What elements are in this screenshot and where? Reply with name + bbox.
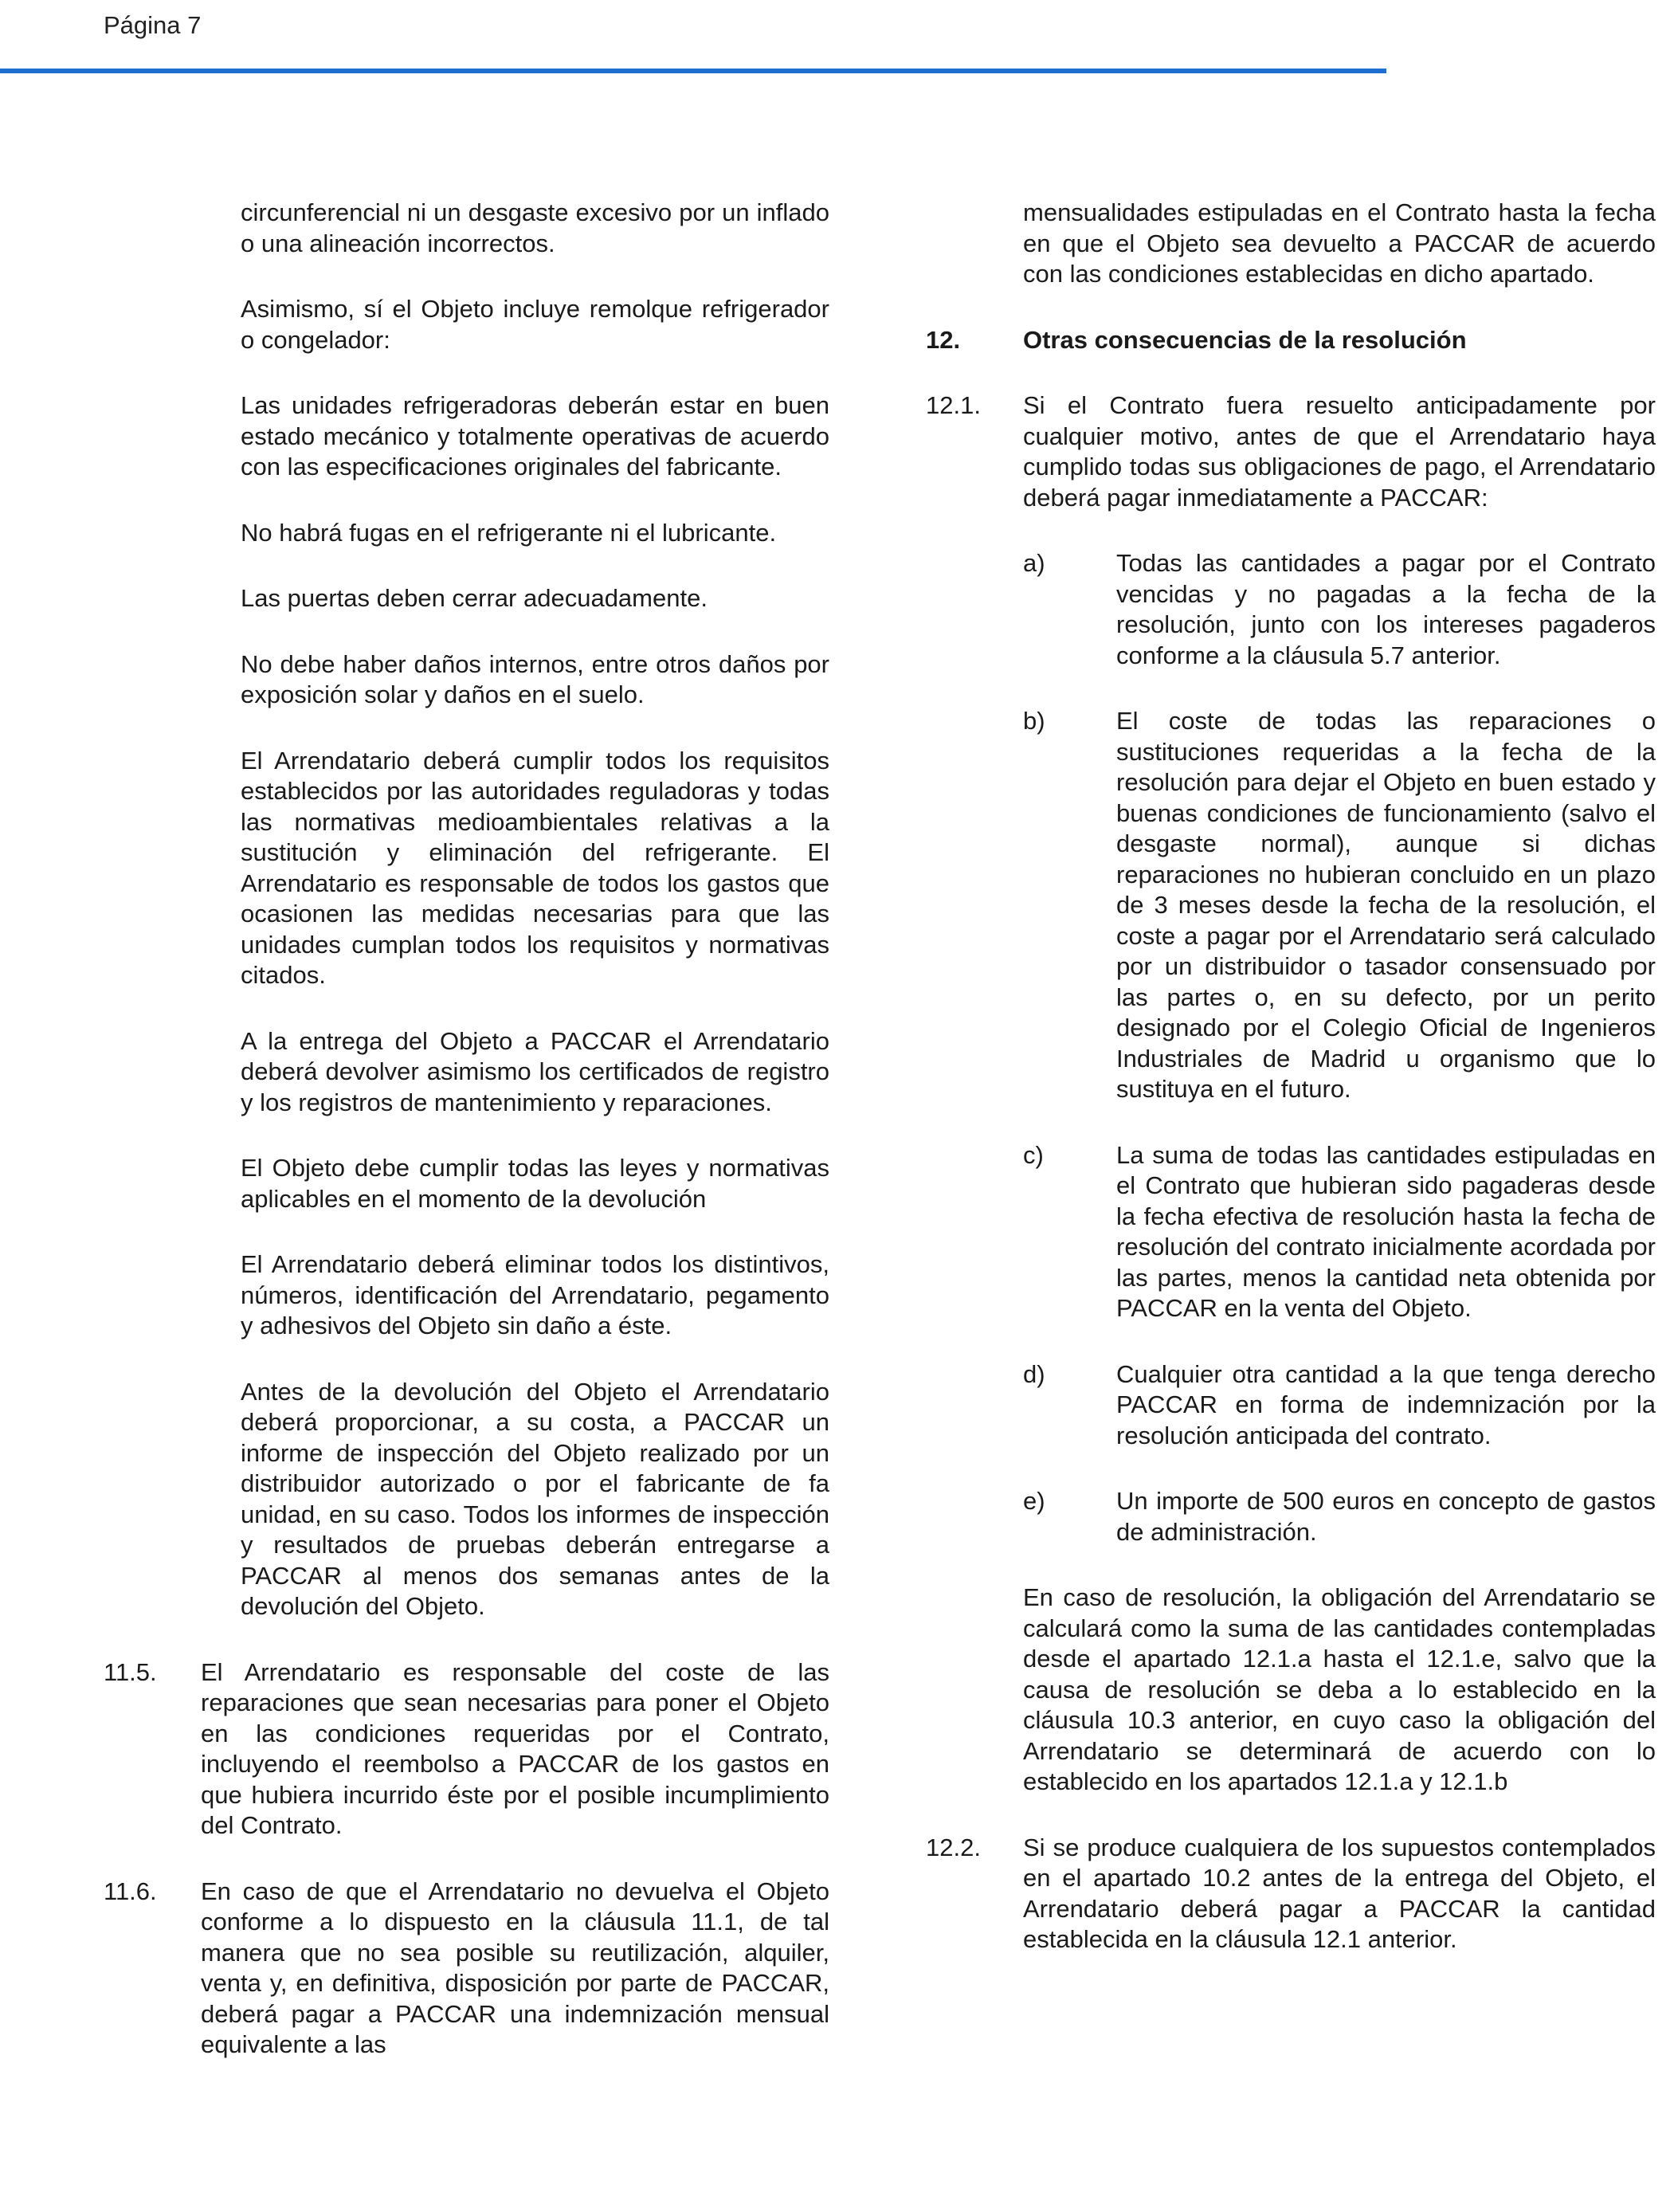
paragraph: Antes de la devolución del Objeto el Arrendatario deberá proporcionar, a su costa, a PACCAR un informe de inspección del Objeto realizado por un distribuidor autorizado o por el fabricante de fa unidad, en su caso. Todos los informes de inspección y resultados de pruebas deberán entregarse a PACCAR al menos dos semanas antes de la devolución del Objeto. xyxy=(241,1377,829,1620)
clause-text: El Arrendatario es responsable del coste de las reparaciones que sean necesarias para poner el Objeto en las condiciones requeridas por el Contrato, incluyendo el reembolso a PACCAR de los gastos en que hubiera incurrido éste por el posible incumplimiento del Contrato. xyxy=(201,1657,829,1839)
list-item xyxy=(926,1359,1656,1452)
paragraph: Las unidades refrigeradoras deberán estar en buen estado mecánico y totalmente operativas de acuerdo con las especificaciones originales del fabricante. xyxy=(241,391,829,480)
list-item-text: La suma de todas las cantidades estipuladas en el Contrato que hubieran sido pagaderas desde la fecha efectiva de resolución hasta la fecha de resolución del contrato inicialmente acordada por las partes, menos la cantidad neta obtenida por PACCAR en la venta del Objeto. xyxy=(1116,1140,1656,1322)
list-item-label: e) xyxy=(1023,1487,1045,1515)
paragraph-continuation: circunferencial ni un desgaste excesivo por un inflado o una alineación incorrectos. xyxy=(241,198,829,257)
clause-12-2 xyxy=(926,1833,1656,1955)
clause-text: En caso de que el Arrendatario no devuelva el Objeto conforme a lo dispuesto en la cláusula 11.1, de tal manera que no sea posible su reutilización, alquiler, venta y, en definitiva, disposición por parte de PACCAR, deberá pagar a PACCAR una indemnización mensual equivalente a las xyxy=(201,1877,829,2058)
right-column xyxy=(926,198,1656,1990)
paragraph: Asimismo, sí el Objeto incluye remolque refrigerador o congelador: xyxy=(241,295,829,354)
paragraph: A la entrega del Objeto a PACCAR el Arrendatario deberá devolver asimismo los certificados de registro y los registros de mantenimiento y reparaciones. xyxy=(241,1026,829,1116)
list-item-text: El coste de todas las reparaciones o sustituciones requeridas a la fecha de la resolución para dejar el Objeto en buen estado y buenas condiciones de funcionamiento (salvo el desgaste normal), aunque si dichas reparaciones no hubieran concluido en un plazo de 3 meses desde la fecha de la resolución, el coste a pagar por el Arrendatario será calculado por un distribuidor o tasador consensuado por las partes o, en su defecto, por un perito designado por el Colegio Oficial de Ingenieros Industriales de Madrid u organismo que lo sustituya en el futuro. xyxy=(1116,707,1656,1103)
clause-text: Si se produce cualquiera de los supuestos contemplados en el apartado 10.2 antes de la entrega del Objeto, el Arrendatario deberá pagar a PACCAR la cantidad establecida en la cláusula 12.1 anterior. xyxy=(1023,1833,1656,1953)
paragraph: El Arrendatario deberá eliminar todos los distintivos, números, identificación del Arrendatario, pegamento y adhesivos del Objeto sin daño a éste. xyxy=(241,1250,829,1339)
paragraph: No debe haber daños internos, entre otros daños por exposición solar y daños en el suelo. xyxy=(241,649,829,708)
list-item-label: a) xyxy=(1023,549,1045,577)
header-rule xyxy=(0,69,1386,73)
section-number: 12. xyxy=(926,325,961,354)
list-item-text: Cualquier otra cantidad a la que tenga derecho PACCAR en forma de indemnización por la resolución anticipada del contrato. xyxy=(1116,1359,1656,1449)
list-item-label: c) xyxy=(1023,1140,1044,1169)
list-item xyxy=(926,706,1656,1105)
list-item xyxy=(926,1140,1656,1324)
list-item-text: Un importe de 500 euros en concepto de gastos de administración. xyxy=(1116,1487,1656,1546)
clause-11-5 xyxy=(104,1657,829,1841)
paragraph: El Objeto debe cumplir todas las leyes y normativas aplicables en el momento de la devolución xyxy=(241,1154,829,1213)
section-heading xyxy=(926,325,1656,356)
paragraph: El Arrendatario deberá cumplir todos los requisitos establecidos por las autoridades reguladoras y todas las normativas medioambientales relativas a la sustitución y eliminación del refrigerante. El Arrendatario es responsable de todos los gastos que ocasionen las medidas necesarias para que las unidades cumplan todos los requisitos y normativas citados. xyxy=(241,746,829,989)
clause-number: 12.2. xyxy=(926,1833,981,1861)
clause-text: Si el Contrato fuera resuelto anticipadamente por cualquier motivo, antes de que el Arrendatario haya cumplido todas sus obligaciones de pago, el Arrendatario deberá pagar inmediatamente a PACCAR: xyxy=(1023,391,1656,512)
clause-number: 12.1. xyxy=(926,391,981,419)
list-item xyxy=(926,1486,1656,1547)
section-title: Otras consecuencias de la resolución xyxy=(1023,325,1467,354)
page-number: Página 7 xyxy=(104,11,202,39)
list-item xyxy=(926,548,1656,671)
left-column xyxy=(104,198,829,2096)
clause-11-6 xyxy=(104,1877,829,2061)
clause-12-1 xyxy=(926,390,1656,513)
list-item-text: Todas las cantidades a pagar por el Contrato vencidas y no pagadas a la fecha de la resolución, junto con los intereses pagaderos conforme a la cláusula 5.7 anterior. xyxy=(1116,549,1656,669)
clause-number: 11.5. xyxy=(104,1657,157,1686)
paragraph-continuation: mensualidades estipuladas en el Contrato hasta la fecha en que el Objeto sea devuelto a PACCAR de acuerdo con las condiciones establecidas en dicho apartado. xyxy=(1023,198,1656,288)
list-item-label: b) xyxy=(1023,707,1045,735)
paragraph: No habrá fugas en el refrigerante ni el lubricante. xyxy=(241,518,777,547)
paragraph: En caso de resolución, la obligación del Arrendatario se calculará como la suma de las cantidades contempladas desde el apartado 12.1.a hasta el 12.1.e, salvo que la causa de resolución se deba a lo establecido en la cláusula 10.3 anterior, en cuyo caso la obligación del Arrendatario se determinará de acuerdo con lo establecido en los apartados 12.1.a y 12.1.b xyxy=(1023,1583,1656,1795)
paragraph: Las puertas deben cerrar adecuadamente. xyxy=(241,584,708,612)
list-item-label: d) xyxy=(1023,1359,1045,1388)
clause-number: 11.6. xyxy=(104,1877,157,1905)
